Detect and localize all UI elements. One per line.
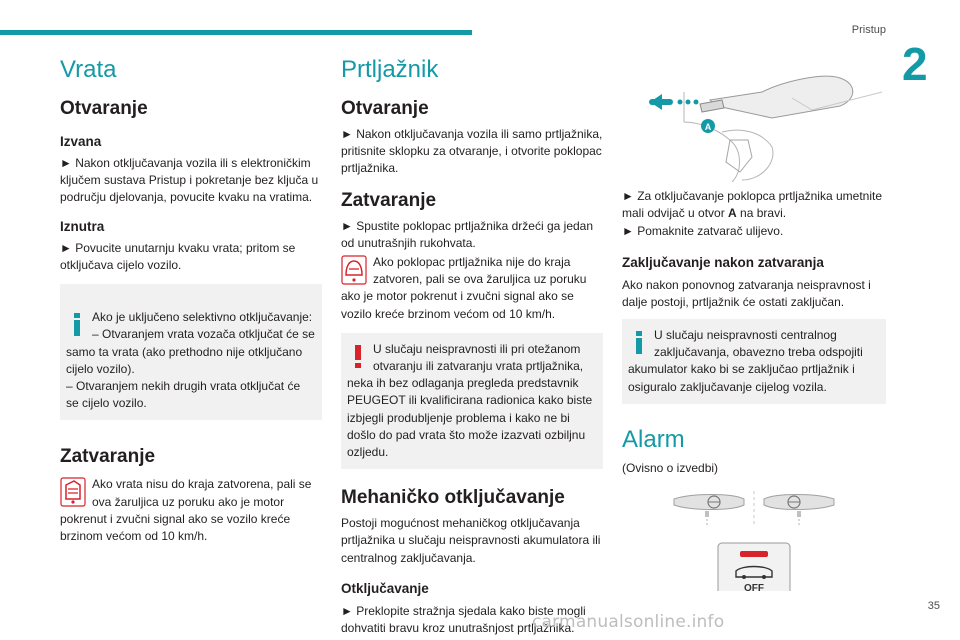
outside-text: ► Nakon otključavanja vozila ili s elektroničkim ključem sustava Pristup i pokretanje bez ključa u području djelovanja, povucite kvaku na vratima. (60, 156, 319, 205)
rear-mirror-right (764, 495, 834, 528)
alarm-title: Alarm (622, 425, 685, 453)
boot-title: Prtljažnik (341, 56, 439, 83)
left-column (60, 52, 322, 545)
boot-open-warning-icon (341, 255, 367, 285)
doors-closing-warning (60, 476, 322, 545)
doors-closing-heading: Zatvaranje (60, 446, 156, 468)
rear-mirror-left (674, 495, 744, 528)
selective-unlock-text: Ako je uključeno selektivno otključavanje: – Otvaranjem vrata vozača otključat će se samo ta vrata (ako prethodno nije otključano cijelo vozilo). – Otvaranjem nekih drugih vrata otključat će se cijelo vozilo. (66, 310, 315, 411)
section-name: Pristup (851, 24, 886, 36)
step1-pre: ► Za otključavanje poklopca prtljažnika umetnite mali odvijač u otvor (622, 189, 883, 221)
off-label: OFF (744, 583, 764, 592)
doors-closing-warning-text: Ako vrata nisu do kraja zatvorena, pali se ova žaruljica uz poruku ako je motor pokrenut i zvučni signal ako se vozilo kreće brzinom većom od 10 km/h. (60, 477, 312, 544)
step1-post: na bravi. (736, 206, 787, 221)
unlocking-text: ► Preklopite stražnja sjedala kako biste mogli dohvatiti bravu kroz unutrašnjost prtljažnika. (341, 603, 586, 636)
step1-letter: A (728, 206, 737, 221)
doors-opening-heading: Otvaranje (60, 98, 148, 119)
doors-title: Vrata (60, 56, 117, 83)
info-icon (628, 329, 650, 355)
boot-lock-diagram (622, 62, 886, 182)
page-number: 35 (927, 600, 940, 612)
inside-text: ► Povucite unutarnju kvaku vrata; pritom se otključava cijelo vozilo. (60, 240, 296, 272)
boot-opening-heading: Otvaranje (341, 98, 429, 119)
header-accent-bar (0, 30, 472, 35)
exclamation-icon (347, 343, 369, 369)
boot-closing-heading: Zatvaranje (341, 189, 437, 211)
lock-after-closing-text: Ako nakon ponovnog zatvaranja neispravnost i dalje postoji, prtljažnik će ostati zaključan. (622, 277, 871, 309)
right-column (622, 52, 886, 591)
boot-malfunction-text: U slučaju neispravnosti ili pri otežanom otvaranju ili zatvaranju vrata prtljažnika, neka ih bez odlaganja pregleda predstavnik PEUGEOT ili kvalificirana radionica kako biste izbjegli produbljenje problema i kako ne bi došlo do pad vrata što može izazvati ozbiljnu ozljedu. (347, 341, 593, 460)
chapter-number: 2 (902, 38, 928, 90)
selective-unlock-note (60, 284, 322, 420)
diagram-label-a: A (704, 122, 712, 132)
boot-unlock-step1 (622, 188, 886, 222)
boot-closing-text: ► Spustite poklopac prtljažnika držeći ga jedan od unutrašnjih rukohvata. (341, 218, 594, 250)
boot-closing-warning (341, 254, 603, 323)
boot-closing-warning-text: Ako poklopac prtljažnika nije do kraja zatvoren, pali se ova žaruljica uz poruku ako je motor pokrenut i zvučni signal ako se vozilo kreće brzinom većom od 10 km/h. (341, 255, 587, 321)
boot-malfunction-note (341, 333, 603, 469)
outside-heading: Izvana (60, 134, 102, 149)
boot-opening-text: ► Nakon otključavanja vozila ili samo prtljažnika, pritisnite sklopku za otvaranje, i otvorite poklopac prtljažnika. (341, 127, 603, 176)
middle-column (341, 52, 603, 637)
central-locking-note (622, 319, 886, 404)
alarm-illustration (622, 481, 886, 591)
boot-unlock-step2: ► Pomaknite zatvarač ulijevo. (622, 224, 784, 239)
alarm-off-button (718, 543, 790, 591)
alarm-availability: (Ovisno o izvedbi) (622, 460, 719, 475)
lock-after-closing-heading: Zaključavanje nakon zatvaranja (622, 254, 824, 270)
mechanical-unlock-text: Postoji mogućnost mehaničkog otključavanja prtljažnika u slučaju neispravnosti akumulatora ili centralnog zaključavanja. (341, 516, 601, 565)
info-icon (66, 311, 88, 337)
central-locking-text: U slučaju neispravnosti centralnog zaključavanja, obavezno treba odspojiti akumulator kako bi se zaključao prtljažnik i osiguralo zaključavanje cijelog vozila. (628, 328, 863, 394)
door-open-warning-icon (60, 477, 86, 507)
unlocking-heading: Otključavanje (341, 580, 429, 596)
site-watermark: carmanualsonline.info (532, 612, 725, 632)
mechanical-unlock-heading: Mehaničko otključavanje (341, 487, 565, 509)
inside-heading: Iznutra (60, 218, 105, 234)
